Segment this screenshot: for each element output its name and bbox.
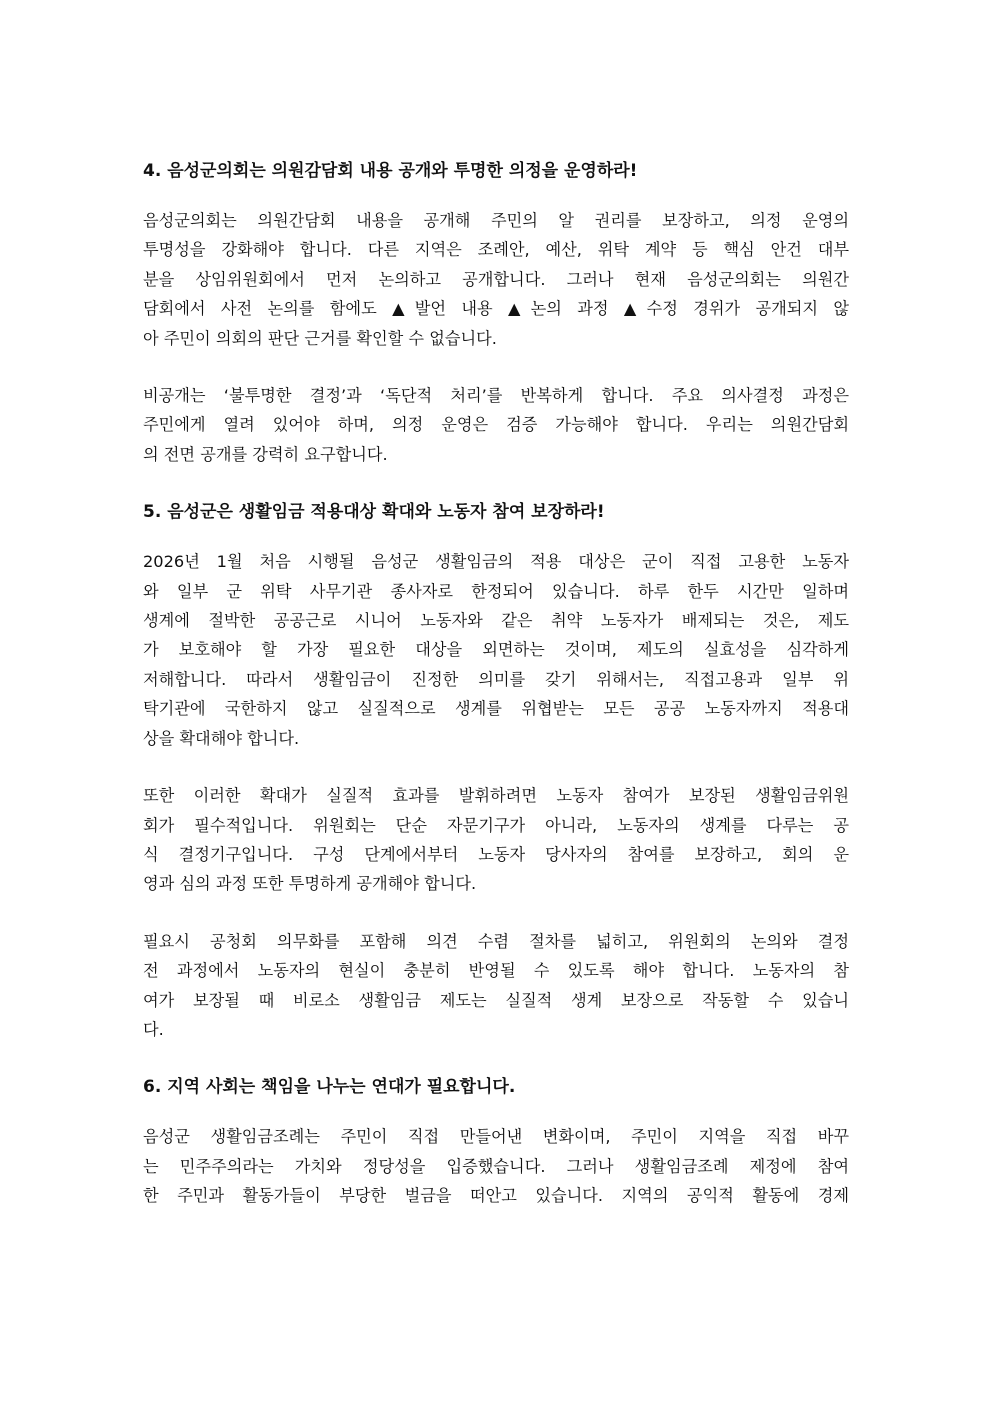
text-line: 상을 확대해야 합니다.	[143, 728, 300, 748]
paragraph	[143, 1122, 849, 1210]
text-line: 음성군 생활임금조례는 주민이 직접 만들어낸 변화이며, 주민이 지역을 직접 바꾸	[143, 1127, 849, 1147]
text-line: 분을 상임위원회에서 먼저 논의하고 공개합니다. 그러나 현재 음성군의회는 의원간	[143, 269, 849, 289]
text-line: 가 보호해야 할 가장 필요한 대상을 외면하는 것이며, 제도의 실효성을 심각하게	[143, 640, 849, 660]
text-line: 저해합니다. 따라서 생활임금이 진정한 의미를 갖기 위해서는, 직접고용과 일부 위	[143, 669, 849, 689]
text-line: 2026년 1월 처음 시행될 음성군 생활임금의 적용 대상은 군이 직접 고용한 노동자	[143, 552, 849, 572]
text-line: 여가 보장될 때 비로소 생활임금 제도는 실질적 생계 보장으로 작동할 수 있습니	[143, 990, 849, 1010]
text-line: 의 전면 공개를 강력히 요구합니다.	[143, 444, 388, 464]
paragraph	[143, 927, 849, 1045]
text-line: 영과 심의 과정 또한 투명하게 공개해야 합니다.	[143, 874, 477, 894]
section-heading-6: 6. 지역 사회는 책임을 나누는 연대가 필요합니다.	[143, 1077, 516, 1098]
text-line: 다.	[143, 1019, 164, 1039]
paragraph	[143, 547, 849, 753]
text-line: 한 주민과 활동가들이 부당한 벌금을 떠안고 있습니다. 지역의 공익적 활동에 경제	[143, 1186, 849, 1206]
text-line: 는 민주주의라는 가치와 정당성을 입증했습니다. 그러나 생활임금조례 제정에 참여	[143, 1156, 849, 1176]
document-page	[143, 156, 849, 1239]
text-line: 비공개는 ‘불투명한 결정’과 ‘독단적 처리’를 반복하게 합니다. 주요 의사결정 과정은	[143, 386, 849, 406]
text-line: 필요시 공청회 의무화를 포함해 의견 수렴 절차를 넓히고, 위원회의 논의와 결정	[143, 931, 849, 951]
text-line: 담회에서 사전 논의를 함에도 ▲발언 내용 ▲논의 과정 ▲수정 경위가 공개되지 않	[143, 299, 849, 319]
paragraph	[143, 206, 849, 353]
text-line: 탁기관에 국한하지 않고 실질적으로 생계를 위협받는 모든 공공 노동자까지 적용대	[143, 699, 849, 719]
text-line: 주민에게 열려 있어야 하며, 의정 운영은 검증 가능해야 합니다. 우리는 의원간담회	[143, 415, 849, 435]
text-line: 아 주민이 의회의 판단 근거를 확인할 수 없습니다.	[143, 328, 497, 348]
section-heading-5: 5. 음성군은 생활임금 적용대상 확대와 노동자 참여 보장하라!	[143, 502, 605, 523]
text-line: 와 일부 군 위탁 사무기관 종사자로 한정되어 있습니다. 하루 한두 시간만 일하며	[143, 581, 849, 601]
paragraph	[143, 781, 849, 899]
text-line: 식 결정기구입니다. 구성 단계에서부터 노동자 당사자의 참여를 보장하고, 회의 운	[143, 844, 849, 864]
text-line: 회가 필수적입니다. 위원회는 단순 자문기구가 아니라, 노동자의 생계를 다루는 공	[143, 815, 849, 835]
text-line: 생계에 절박한 공공근로 시니어 노동자와 같은 취약 노동자가 배제되는 것은, 제도	[143, 611, 849, 631]
text-line: 또한 이러한 확대가 실질적 효과를 발휘하려면 노동자 참여가 보장된 생활임금위원	[143, 786, 849, 806]
text-line: 음성군의회는 의원간담회 내용을 공개해 주민의 알 권리를 보장하고, 의정 운영의	[143, 211, 849, 230]
paragraph	[143, 381, 849, 469]
text-line: 투명성을 강화해야 합니다. 다른 지역은 조례안, 예산, 위탁 계약 등 핵심 안건 대부	[143, 240, 849, 260]
text-line: 전 과정에서 노동자의 현실이 충분히 반영될 수 있도록 해야 합니다. 노동자의 참	[143, 961, 849, 981]
section-heading-4: 4. 음성군의회는 의원감담회 내용 공개와 투명한 의정을 운영하라!	[143, 161, 638, 181]
